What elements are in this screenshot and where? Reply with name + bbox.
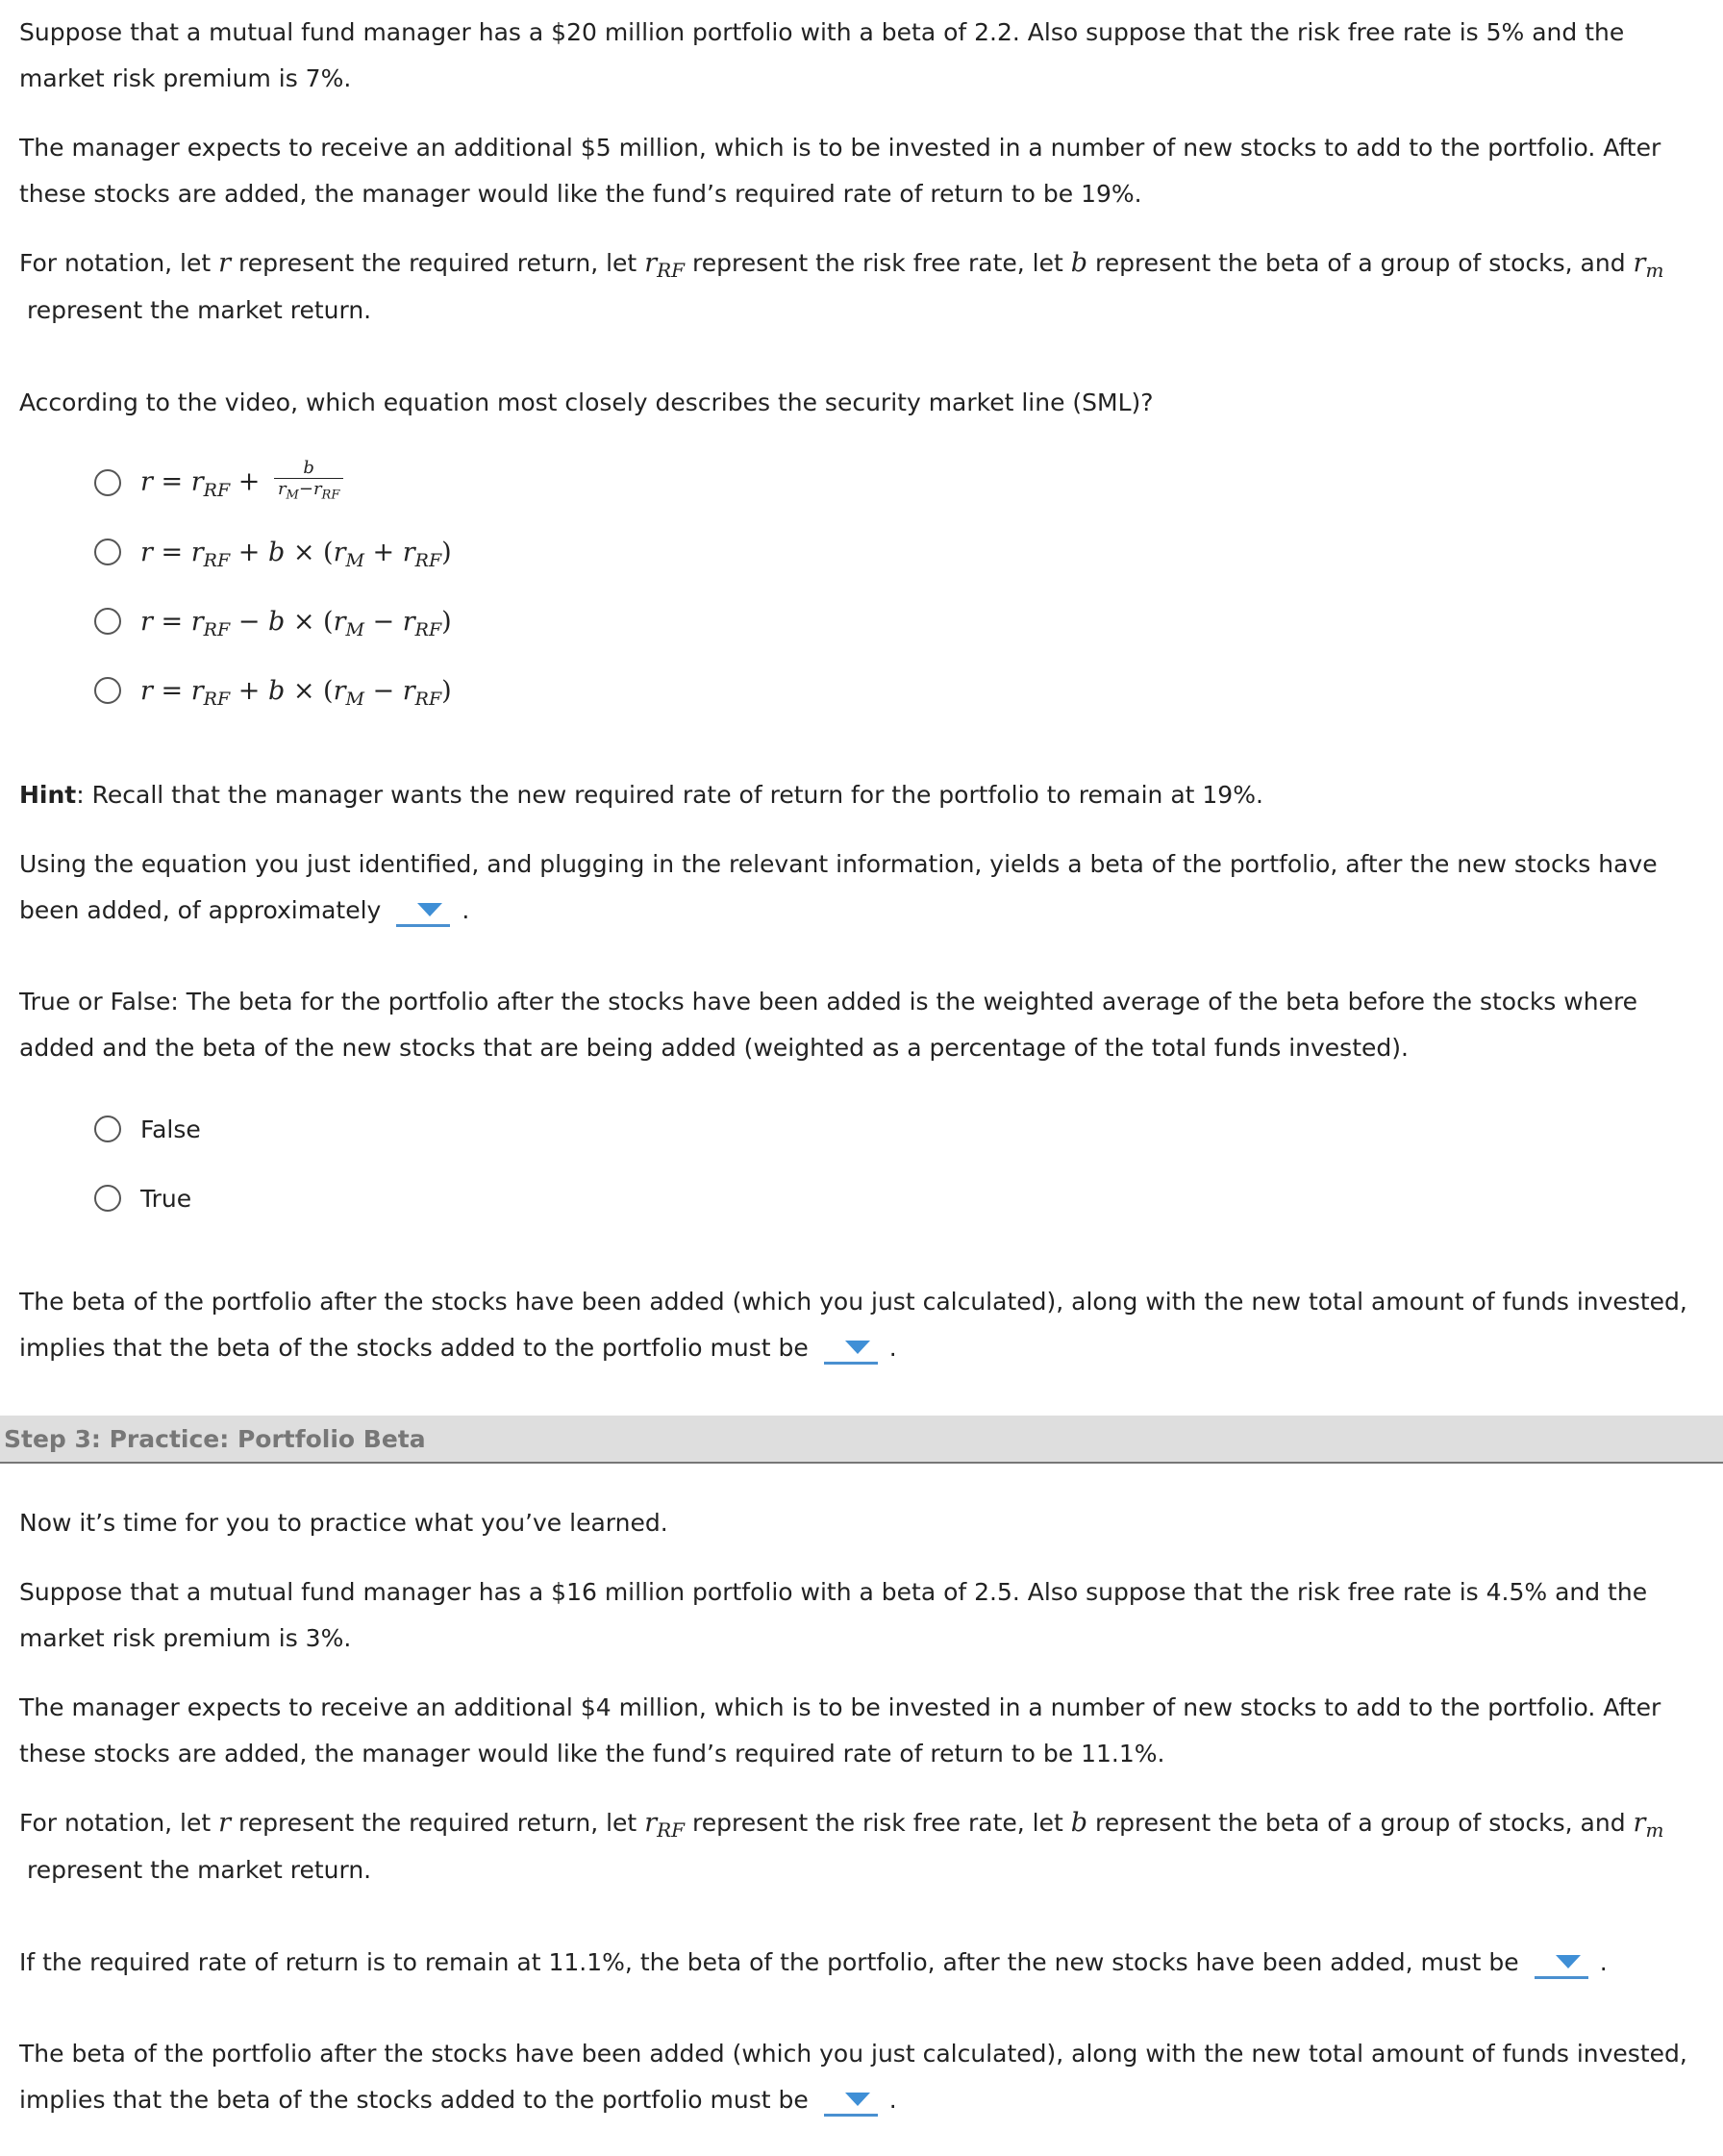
equation-option-3: $r = r_{RF} - b \times (r_M - r_{RF})$ [140,606,452,640]
beta-question: Using the equation you just identified, and plugging in the relevant information, yields a beta of the portfolio, after the new stocks have been added, of approximately . [19,841,1711,934]
equation-option-4: $r = r_{RF} + b \times (r_M - r_{RF})$ [140,675,452,710]
hint-text: Hint: Recall that the manager wants the new required rate of return for the portfolio to remain at 19%. [19,781,1263,809]
tf-option-true[interactable] [94,1177,191,1219]
radio-button[interactable] [94,469,121,496]
radio-button[interactable] [94,1185,121,1212]
practice-problem-1: Suppose that a mutual fund manager has a $16 million portfolio with a beta of 2.5. Also suppose that the risk free rate is 4.5% and the market risk premium is 3%. [19,1578,1648,1652]
notation-text: For notation, let r represent the required return, let $r_{RF}$ represent the risk free rate, let b represent the beta of a group of stocks, and $r_m$ represent the market return. [19,248,1664,324]
problem-intro-1: Suppose that a mutual fund manager has a $20 million portfolio with a beta of 2.2. Also suppose that the risk free rate is 5% and the market risk premium is 7%. [19,18,1625,92]
sml-option-4[interactable] [94,669,452,712]
practice-notation-text: For notation, let r represent the required return, let $r_{RF}$ represent the risk free rate, let b represent the beta of a group of stocks, and $r_m$ represent the market return. [19,1808,1664,1884]
step-3-header: Step 3: Practice: Portfolio Beta [0,1416,1723,1464]
problem-intro-2: The manager expects to receive an additional $5 million, which is to be invested in a number of new stocks to add to the portfolio. After these stocks are added, the manager would like the fund’s required rate of return to be 19%. [19,134,1661,208]
equation-option-2: $r = r_{RF} + b \times (r_M + r_{RF})$ [140,537,452,571]
sml-question: According to the video, which equation most closely describes the security market line (SML)? [19,389,1154,416]
practice-added-beta-question: The beta of the portfolio after the stocks have been added (which you just calculated), along with the new total amount of funds invested, implies that the beta of the stocks added to the portfolio must be . [19,2031,1711,2123]
added-beta-dropdown[interactable] [824,1335,878,1365]
practice-intro: Now it’s time for you to practice what you’ve learned. [19,1509,668,1537]
equation-option-1: $r = r_{RF}$ + $\frac{b}{r_M-r_{RF}}$ [140,459,343,507]
added-stocks-beta-question: The beta of the portfolio after the stocks have been added (which you just calculated), along with the new total amount of funds invested, implies that the beta of the stocks added to the portfolio must be . [19,1279,1711,1371]
radio-button[interactable] [94,1116,121,1142]
beta-dropdown[interactable] [396,897,450,927]
radio-button[interactable] [94,608,121,635]
practice-beta-dropdown[interactable] [1535,1949,1588,1979]
sml-option-2[interactable] [94,531,452,573]
option-label: True [140,1184,192,1213]
tf-option-false[interactable] [94,1108,201,1150]
option-label: False [140,1115,201,1143]
true-false-question: True or False: The beta for the portfolio after the stocks have been added is the weighted average of the beta before the stocks where added and the beta of the new stocks that are being added (weighted as a percentage of the total funds invested). [19,988,1638,1062]
practice-beta-question: If the required rate of return is to remain at 11.1%, the beta of the portfolio, after the new stocks have been added, must be . [19,1940,1711,1986]
radio-button[interactable] [94,539,121,565]
sml-option-3[interactable] [94,600,452,642]
sml-option-1[interactable] [94,458,343,504]
caret-down-icon [845,1341,870,1354]
caret-down-icon [1556,1955,1581,1968]
practice-added-beta-dropdown[interactable] [824,2087,878,2117]
radio-button[interactable] [94,677,121,704]
caret-down-icon [417,903,442,916]
practice-problem-2: The manager expects to receive an additional $4 million, which is to be invested in a number of new stocks to add to the portfolio. After these stocks are added, the manager would like the fund’s required rate of return to be 11.1%. [19,1693,1661,1767]
caret-down-icon [845,2093,870,2106]
